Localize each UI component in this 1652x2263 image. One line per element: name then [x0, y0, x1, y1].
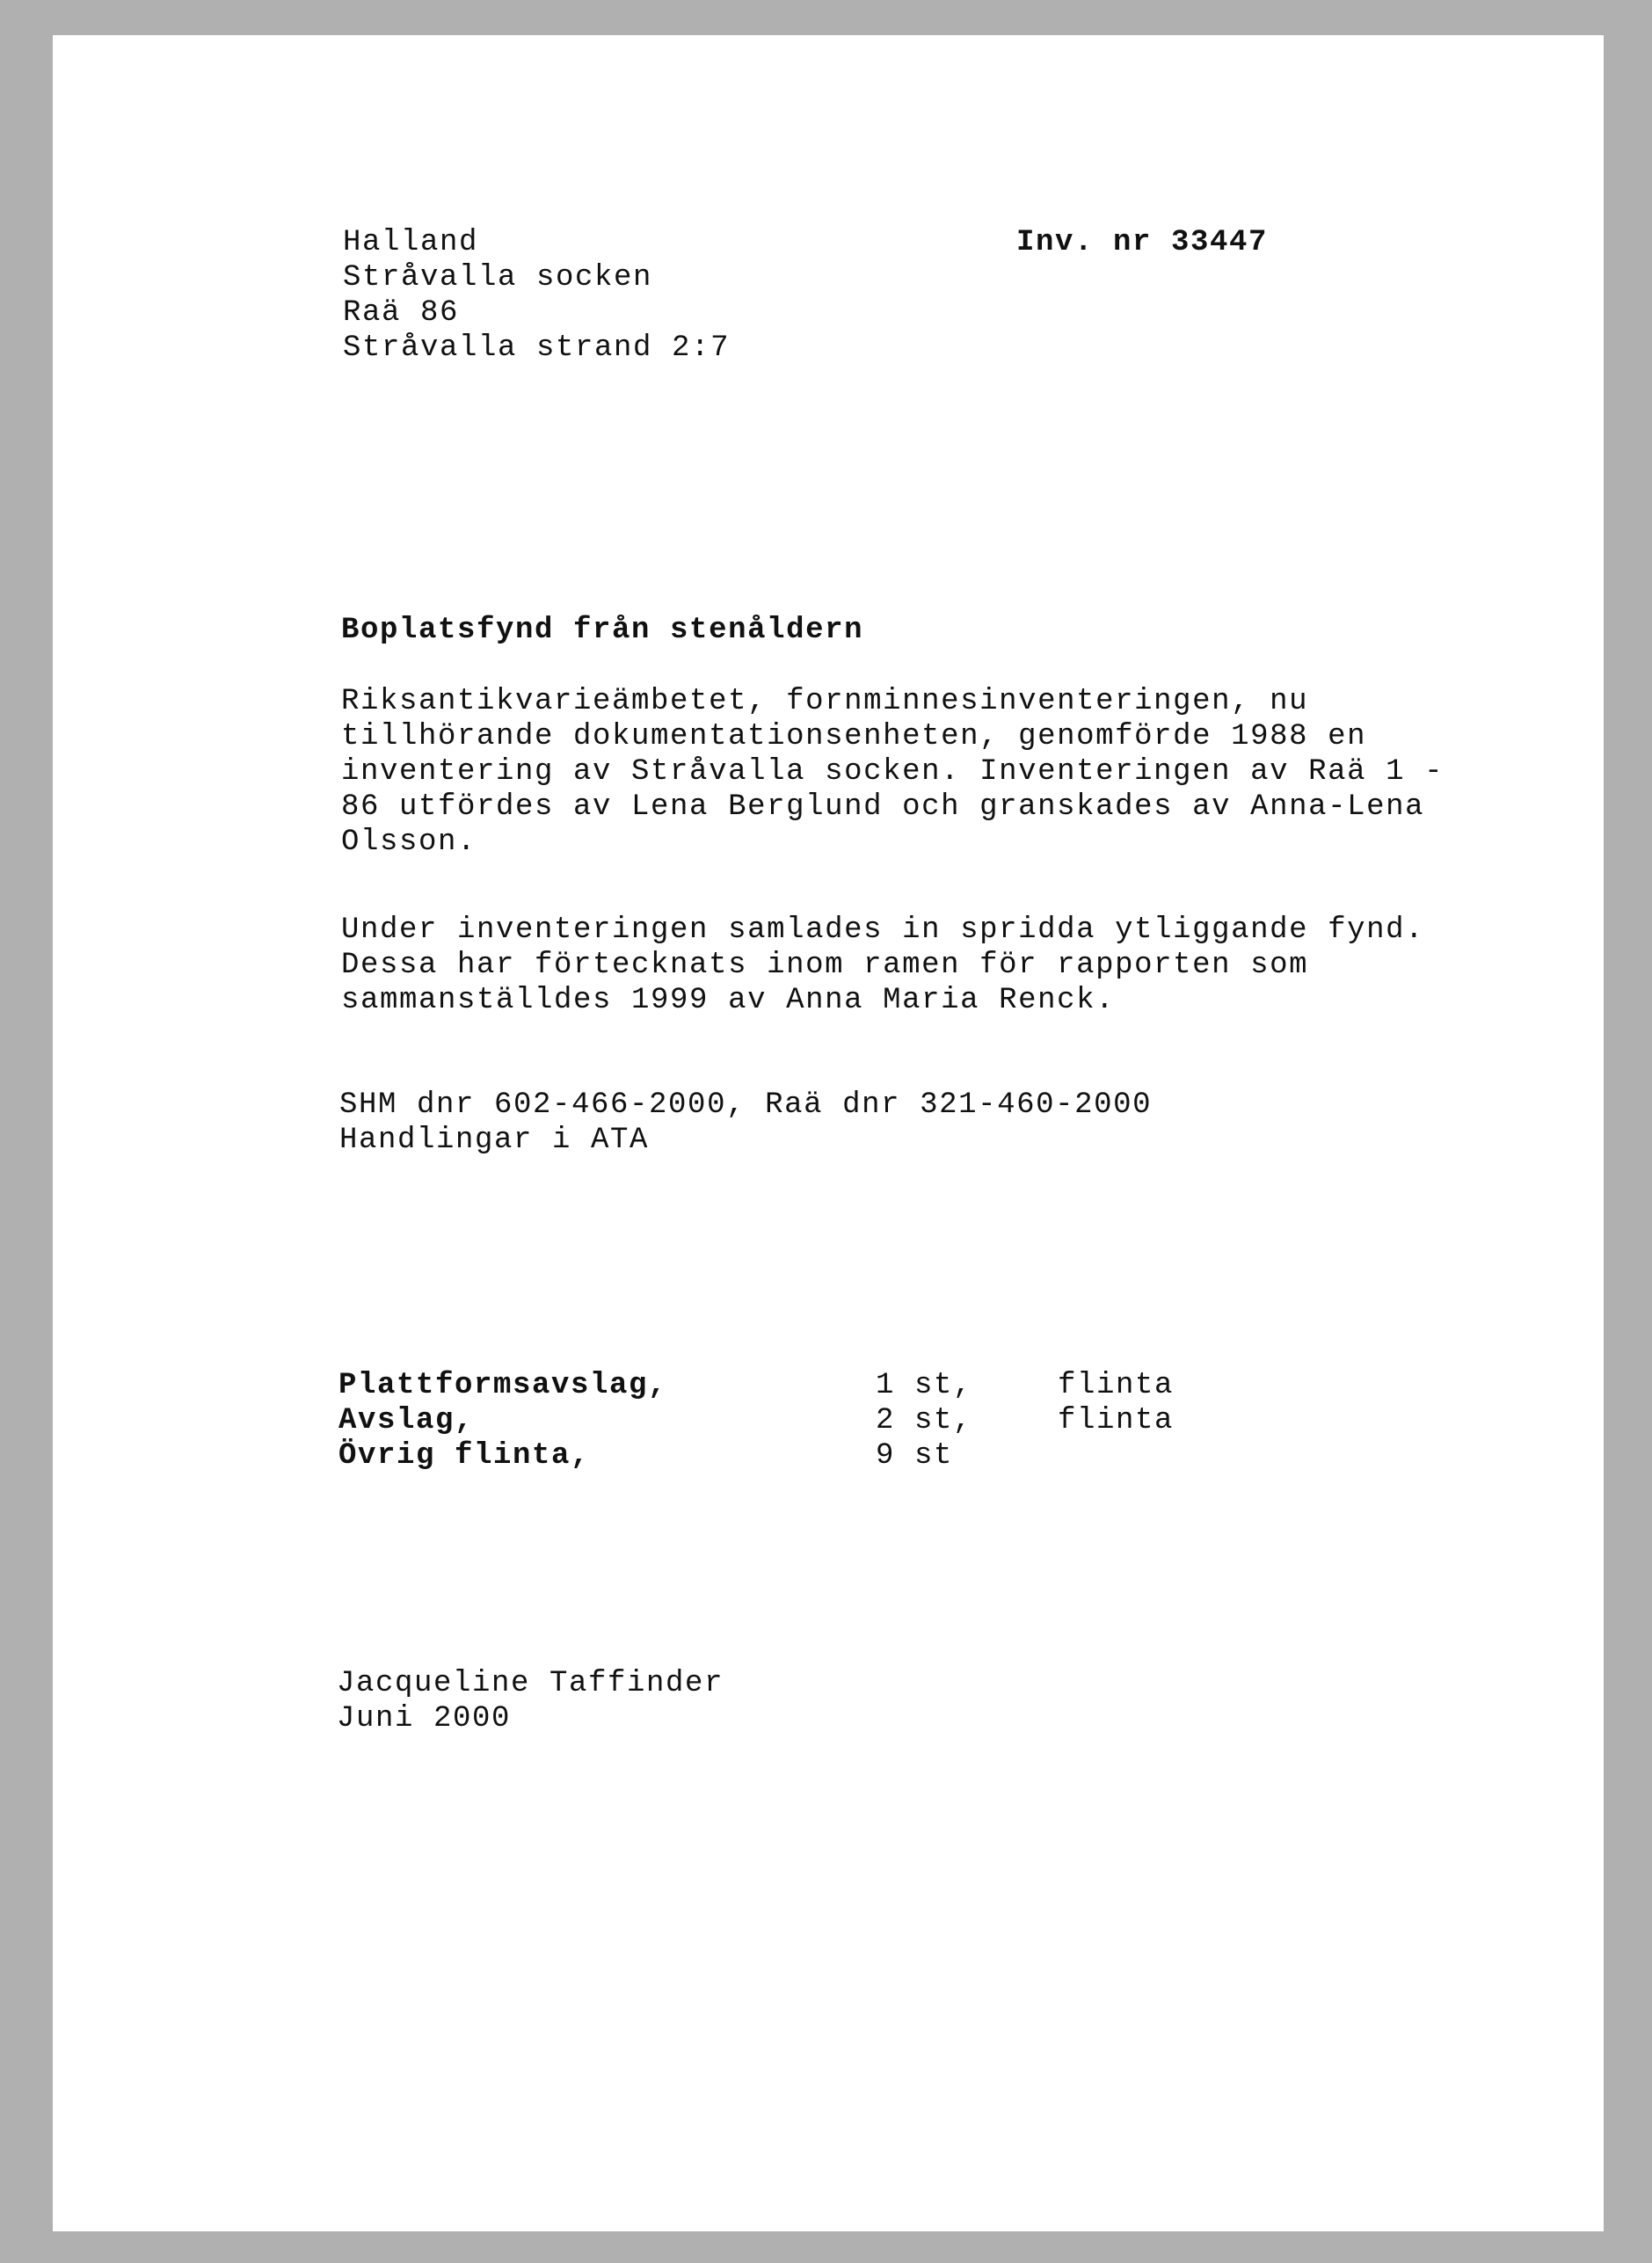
document-page [53, 35, 1604, 2231]
inventory-number: Inv. nr 33447 [1016, 226, 1269, 259]
header-county: Halland [343, 226, 479, 259]
header-raa-number: Raä 86 [343, 296, 460, 330]
paragraph2-line: Dessa har förtecknats inom ramen för rapporten som [341, 949, 1309, 982]
find-count: 2 st, [876, 1404, 973, 1437]
find-name: Avslag, [338, 1404, 475, 1437]
paragraph1-line: Olsson. [341, 826, 477, 859]
find-material: flinta [1058, 1404, 1175, 1437]
document-title: Boplatsfynd från stenåldern [341, 614, 864, 647]
find-count: 9 st [876, 1439, 954, 1473]
find-material: flinta [1058, 1369, 1175, 1402]
paragraph1-line: Riksantikvarieämbetet, fornminnesinventeringen, nu [341, 685, 1309, 718]
paragraph2-line: sammanställdes 1999 av Anna Maria Renck. [341, 984, 1116, 1017]
find-name: Övrig flinta, [338, 1439, 591, 1473]
header-parish: Stråvalla socken [343, 261, 653, 295]
reference-line: SHM dnr 602-466-2000, Raä dnr 321-460-2000 [339, 1088, 1153, 1122]
paragraph1-line: tillhörande dokumentationsenheten, genomförde 1988 en [341, 720, 1367, 753]
signature-name: Jacqueline Taffinder [337, 1667, 724, 1700]
paragraph1-line: 86 utfördes av Lena Berglund och granskades av Anna-Lena [341, 790, 1425, 824]
signature-date: Juni 2000 [337, 1702, 512, 1735]
paragraph2-line: Under inventeringen samlades in spridda ytliggande fynd. [341, 913, 1425, 947]
header-property: Stråvalla strand 2:7 [343, 331, 731, 365]
paragraph1-line: inventering av Stråvalla socken. Inventeringen av Raä 1 - [341, 755, 1445, 789]
find-name: Plattformsavslag, [338, 1369, 668, 1402]
reference-line: Handlingar i ATA [339, 1124, 650, 1157]
find-count: 1 st, [876, 1369, 973, 1402]
